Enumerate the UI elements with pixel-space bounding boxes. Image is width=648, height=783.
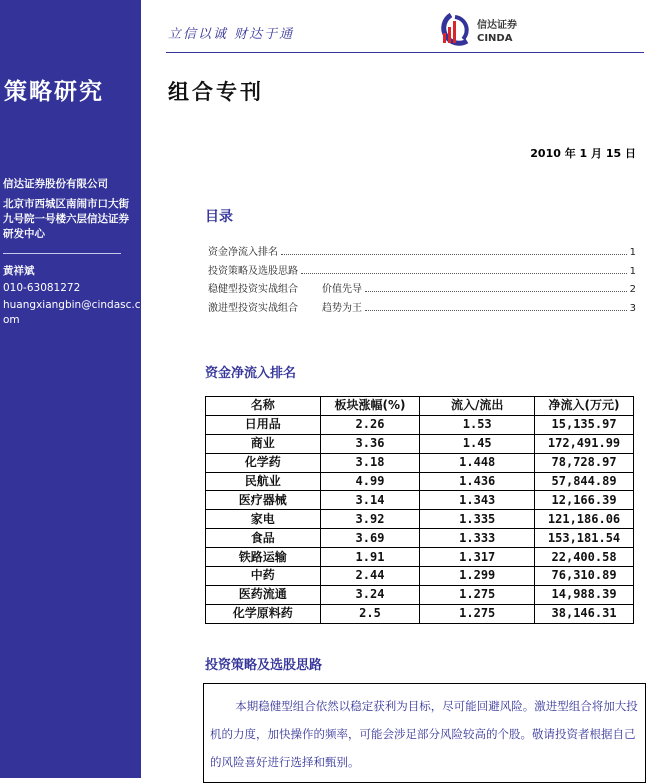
- header-divider: [166, 52, 644, 53]
- column-header: 流入/流出: [420, 397, 535, 416]
- table-cell: 家电: [206, 510, 321, 529]
- table-cell: 3.92: [320, 510, 420, 529]
- toc-page: 3: [629, 303, 636, 314]
- table-cell: 2.5: [320, 604, 420, 623]
- table-cell: 3.24: [320, 585, 420, 604]
- address-line: 九号院一号楼六层信达证券: [3, 213, 129, 225]
- toc-page: 1: [629, 247, 636, 258]
- table-cell: 4.99: [320, 472, 420, 491]
- table-cell: 172,491.99: [535, 434, 634, 453]
- table-cell: 76,310.89: [535, 567, 634, 586]
- table-cell: 1.335: [420, 510, 535, 529]
- table-row: [206, 491, 634, 510]
- toc-page: 1: [629, 266, 636, 277]
- table-cell: 1.275: [420, 604, 535, 623]
- table-cell: 3.69: [320, 529, 420, 548]
- table-cell: 12,166.39: [535, 491, 634, 510]
- table-cell: 民航业: [206, 472, 321, 491]
- table-row: [206, 567, 634, 586]
- table-row: [206, 529, 634, 548]
- toc-item[interactable]: [208, 262, 636, 277]
- table-cell: 1.448: [420, 453, 535, 472]
- toc-label: 稳健型投资实战组合: [208, 284, 298, 295]
- toc-leader: [301, 266, 627, 274]
- ranking-heading: 资金净流入排名: [205, 366, 297, 381]
- table-cell: 3.18: [320, 453, 420, 472]
- report-date: 2010 年 1 月 15 日: [530, 147, 636, 160]
- table-cell: 食品: [206, 529, 321, 548]
- table-cell: 1.317: [420, 548, 535, 567]
- toc-leader: [365, 284, 627, 292]
- table-cell: 中药: [206, 567, 321, 586]
- svg-text:CINDA: CINDA: [477, 33, 513, 44]
- toc-item[interactable]: [208, 299, 636, 314]
- table-cell: 铁路运输: [206, 548, 321, 567]
- table-cell: 2.44: [320, 567, 420, 586]
- table-cell: 医药流通: [206, 585, 321, 604]
- divider: [3, 253, 121, 254]
- table-cell: 3.36: [320, 434, 420, 453]
- company-name: 信达证券股份有限公司: [3, 178, 108, 190]
- toc-sublabel: 趋势为王: [322, 303, 362, 314]
- svg-text:信达证券: 信达证券: [477, 20, 517, 31]
- department-title: 策略研究: [4, 78, 104, 105]
- table-cell: 1.436: [420, 472, 535, 491]
- table-row: [206, 604, 634, 623]
- address-line: 北京市西城区南闹市口大街: [3, 198, 129, 210]
- table-cell: 1.333: [420, 529, 535, 548]
- table-cell: 22,400.58: [535, 548, 634, 567]
- table-cell: 121,186.06: [535, 510, 634, 529]
- table-cell: 15,135.97: [535, 415, 634, 434]
- table-cell: 商业: [206, 434, 321, 453]
- table-row: [206, 548, 634, 567]
- column-header: 净流入(万元): [535, 397, 634, 416]
- author-email[interactable]: huangxiangbin@cindasc.c: [3, 299, 141, 311]
- table-cell: 化学药: [206, 453, 321, 472]
- table-cell: 日用品: [206, 415, 321, 434]
- toc-sublabel: 价值先导: [322, 284, 362, 295]
- cinda-logo: [437, 11, 517, 47]
- table-cell: 3.14: [320, 491, 420, 510]
- strategy-heading: 投资策略及选股思路: [205, 658, 323, 673]
- ranking-table: [205, 396, 634, 624]
- sidebar: [0, 0, 141, 778]
- toc-item[interactable]: [208, 280, 636, 295]
- table-row: [206, 415, 634, 434]
- strategy-text: 本期稳健型组合依然以稳定获利为目标，尽可能回避风险。激进型组合将加大投机的力度，加快操作的频率，可能会涉足部分风险较高的个股。敬请投资者根据自己的风险喜好进行选择和甄别。: [210, 699, 638, 769]
- column-header: 板块涨幅(%): [320, 397, 420, 416]
- report-title: 组合专刊: [168, 79, 264, 104]
- address-line: 研发中心: [3, 228, 45, 240]
- table-cell: 14,988.39: [535, 585, 634, 604]
- table-row: [206, 585, 634, 604]
- table-cell: 化学原料药: [206, 604, 321, 623]
- toc-page: 2: [629, 284, 636, 295]
- table-cell: 57,844.89: [535, 472, 634, 491]
- toc-item[interactable]: [208, 243, 636, 258]
- table-cell: 1.343: [420, 491, 535, 510]
- table-cell: 153,181.54: [535, 529, 634, 548]
- toc-leader: [365, 303, 627, 311]
- table-cell: 78,728.97: [535, 453, 634, 472]
- table-cell: 38,146.31: [535, 604, 634, 623]
- table-row: [206, 434, 634, 453]
- toc-label: 资金净流入排名: [208, 247, 278, 258]
- table-cell: 2.26: [320, 415, 420, 434]
- toc-heading: 目录: [205, 209, 233, 225]
- strategy-box: [203, 683, 646, 783]
- table-row: [206, 510, 634, 529]
- table-row: [206, 472, 634, 491]
- author-name: 黄祥斌: [3, 265, 35, 277]
- table-cell: 1.299: [420, 567, 535, 586]
- author-phone: 010-63081272: [3, 282, 81, 294]
- table-row: [206, 453, 634, 472]
- toc-label: 激进型投资实战组合: [208, 303, 298, 314]
- column-header: 名称: [206, 397, 321, 416]
- table-cell: 1.53: [420, 415, 535, 434]
- table-cell: 1.45: [420, 434, 535, 453]
- table-cell: 1.275: [420, 585, 535, 604]
- toc-leader: [281, 247, 627, 255]
- table-cell: 医疗器械: [206, 491, 321, 510]
- slogan: 立信以诚 财达于通: [168, 27, 295, 42]
- toc-label: 投资策略及选股思路: [208, 266, 298, 277]
- author-email-cont[interactable]: om: [3, 314, 20, 326]
- table-cell: 1.91: [320, 548, 420, 567]
